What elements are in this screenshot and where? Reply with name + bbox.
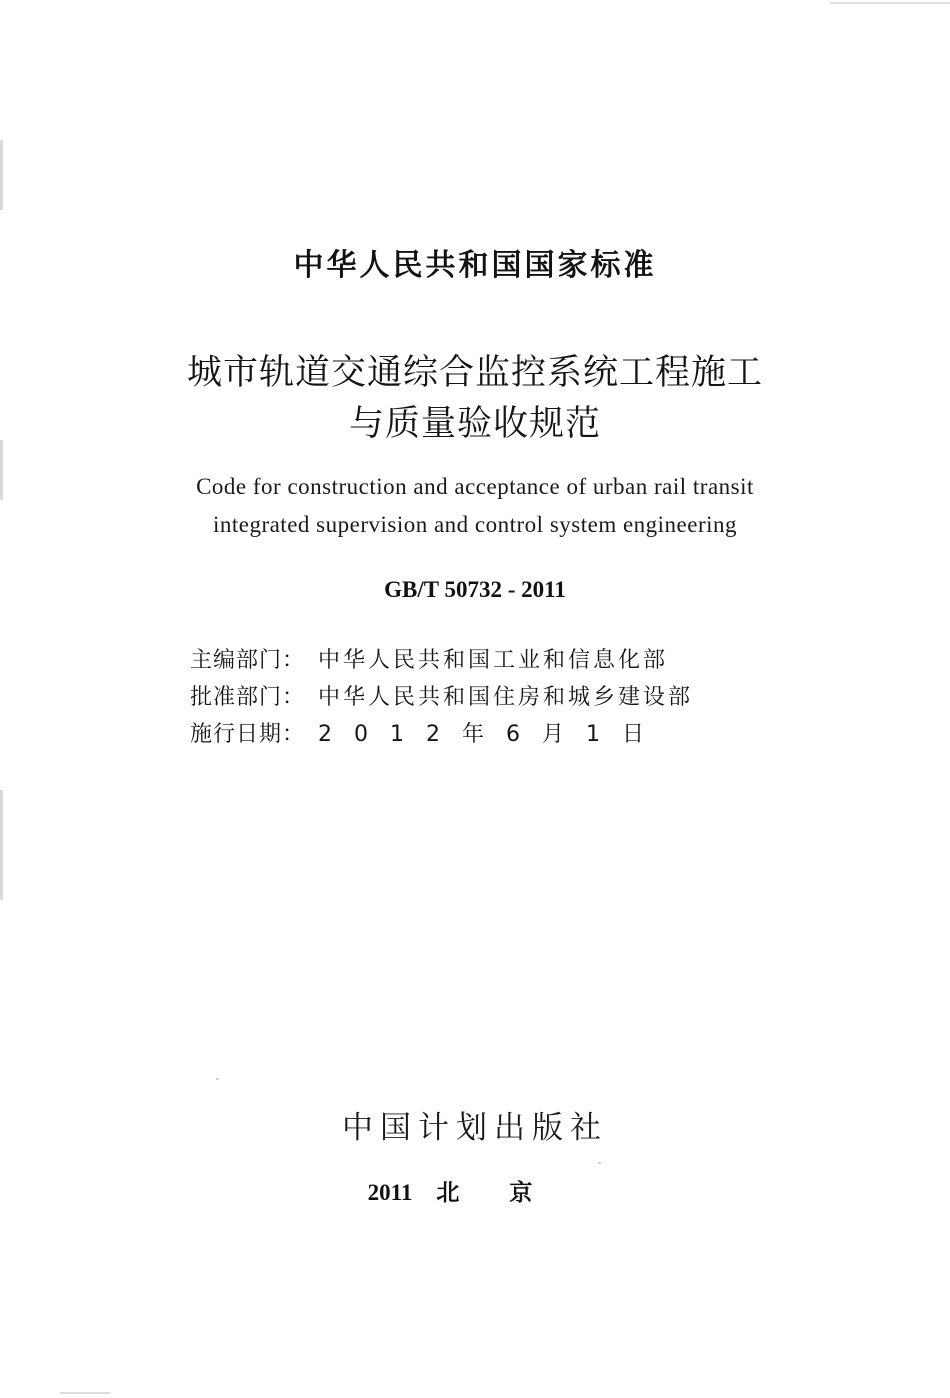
approver-department-value: 中华人民共和国住房和城乡建设部 (318, 685, 694, 710)
scan-speck (216, 1078, 219, 1080)
effective-date-label: 施行日期： (190, 722, 306, 747)
editor-department-label: 主编部门： (190, 648, 306, 673)
scan-edge-mark (830, 2, 950, 4)
approver-department-label: 批准部门： (190, 685, 306, 710)
editor-department-value: 中华人民共和国工业和信息化部 (318, 648, 669, 673)
publication-city: 北京 (436, 1180, 583, 1206)
effective-date-row (190, 717, 750, 749)
scan-edge-mark (60, 1392, 110, 1394)
standard-code: GB/T 50732 - 2011 (384, 577, 566, 602)
standard-title-line-1: 城市轨道交通综合监控系统工程施工 (186, 353, 763, 393)
standard-title-line-2: 与质量验收规范 (348, 404, 601, 444)
english-title-line-2: integrated supervision and control system engineering (212, 512, 738, 537)
standard-series: 中华人民共和国国家标准 (293, 248, 657, 283)
english-title-line-1: Code for construction and acceptance of urban rail transit (196, 474, 754, 499)
scan-edge-mark (0, 790, 3, 900)
effective-date-value: 2012年6月1日 (318, 722, 666, 747)
publication-place (0, 1174, 950, 1207)
approver-department-row (190, 680, 750, 712)
scan-edge-mark (0, 140, 3, 210)
publisher-name: 中国计划出版社 (342, 1110, 608, 1146)
scan-speck (598, 1162, 601, 1164)
publication-year: 2011 (367, 1180, 413, 1205)
editor-department-row (190, 643, 750, 675)
